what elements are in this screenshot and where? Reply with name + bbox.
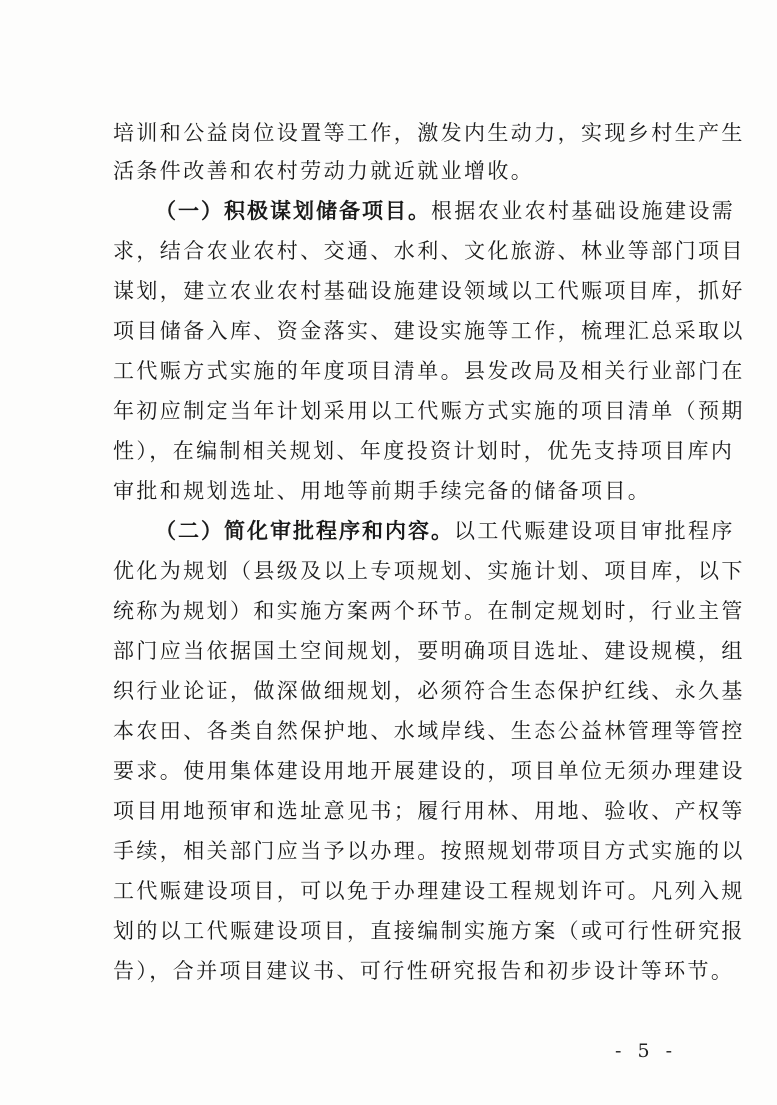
paragraph-line: 统称为规划）和实施方案两个环节。在制定规划时，行业主管 xyxy=(113,599,745,623)
paragraph-line: 告），合并项目建议书、可行性研究报告和初步设计等环节。 xyxy=(113,959,735,983)
paragraph-line: 划的以工代赈建设项目，直接编制实施方案（或可行性研究报 xyxy=(113,919,745,943)
section-1-heading: （一）积极谋划储备项目。 xyxy=(155,199,431,223)
paragraph-line: 培训和公益岗位设置等工作，激发内生动力，实现乡村生产生 xyxy=(113,121,745,145)
paragraph-line: 部门应当依据国土空间规划，要明确项目选址、建设规模，组 xyxy=(113,639,745,663)
paragraph-line: 性），在编制相关规划、年度投资计划时，优先支持项目库内 xyxy=(113,439,735,463)
paragraph-line: 项目储备入库、资金落实、建设实施等工作，梳理汇总采取以 xyxy=(113,319,745,343)
paragraph-line: 手续，相关部门应当予以办理。按照规划带项目方式实施的以 xyxy=(113,839,745,863)
paragraph-line: 求，结合农业农村、交通、水利、文化旅游、林业等部门项目 xyxy=(113,239,745,263)
section-1-first-line xyxy=(155,198,736,226)
paragraph-line: 工代赈方式实施的年度项目清单。县发改局及相关行业部门在 xyxy=(113,359,745,383)
paragraph-line: 谋划，建立农业农村基础设施建设领域以工代赈项目库，抓好 xyxy=(113,279,745,303)
paragraph-line: 项目用地预审和选址意见书；履行用林、用地、验收、产权等 xyxy=(113,799,745,823)
paragraph-line: 年初应制定当年计划采用以工代赈方式实施的项目清单（预期 xyxy=(113,399,745,423)
section-2-text: 以工代赈建设项目审批程序 xyxy=(454,519,735,543)
paragraph-line: 本农田、各类自然保护地、水域岸线、生态公益林管理等管控 xyxy=(113,719,745,743)
page-number: - 5 - xyxy=(615,1040,678,1062)
section-2-first-line xyxy=(155,518,735,546)
paragraph-line: 活条件改善和农村劳动力就近就业增收。 xyxy=(113,159,535,183)
paragraph-line: 工代赈建设项目，可以免于办理建设工程规划许可。凡列入规 xyxy=(113,879,745,903)
section-1-text: 根据农业农村基础设施建设需 xyxy=(431,199,736,223)
paragraph-line: 织行业论证，做深做细规划，必须符合生态保护红线、永久基 xyxy=(113,679,745,703)
paragraph-line: 要求。使用集体建设用地开展建设的，项目单位无须办理建设 xyxy=(113,759,745,783)
paragraph-line: 审批和规划选址、用地等前期手续完备的储备项目。 xyxy=(113,479,652,503)
section-2-heading: （二）简化审批程序和内容。 xyxy=(155,519,454,543)
paragraph-line: 优化为规划（县级及以上专项规划、实施计划、项目库，以下 xyxy=(113,559,745,583)
